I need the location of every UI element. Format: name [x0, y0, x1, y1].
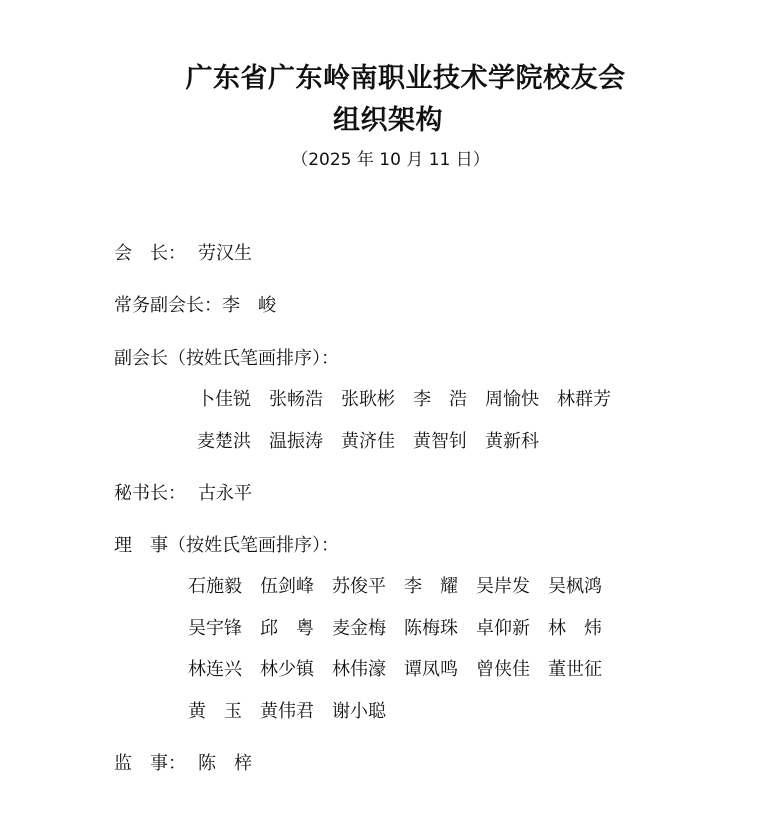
vice-president-name: 李 浩	[413, 389, 467, 410]
director-name: 林伟濠	[332, 659, 386, 680]
director-name: 李 耀	[404, 576, 458, 597]
director-name: 吴岸发	[476, 576, 530, 597]
director-name: 曾侠佳	[476, 659, 530, 680]
director-name: 陈梅珠	[404, 618, 458, 639]
secretary-general-name: 古永平	[198, 483, 252, 504]
directors-label: 理 事（按姓氏笔画排序）：	[114, 535, 339, 556]
vice-president-name: 温振涛	[269, 431, 323, 452]
directors-row-4	[188, 697, 404, 723]
director-name: 林 炜	[548, 618, 602, 639]
document-subtitle: 组织架构	[333, 105, 443, 136]
vice-president-name: 张畅浩	[269, 389, 323, 410]
vice-president-name: 林群芳	[557, 389, 611, 410]
supervisor-name: 陈 梓	[198, 753, 252, 774]
vice-presidents-row-2	[197, 427, 557, 453]
director-name: 石施毅	[188, 576, 242, 597]
director-name: 董世征	[548, 659, 602, 680]
vice-president-name: 黄智钊	[413, 431, 467, 452]
directors-row-2	[188, 614, 620, 640]
vice-president-name: 麦楚洪	[197, 431, 251, 452]
director-name: 苏俊平	[332, 576, 386, 597]
director-name: 谭凤鸣	[404, 659, 458, 680]
director-name: 吴枫鸿	[548, 576, 602, 597]
exec-vice-president-row	[114, 291, 276, 317]
vice-presidents-row-1	[197, 385, 629, 411]
president-row	[114, 239, 252, 265]
director-name: 卓仰新	[476, 618, 530, 639]
director-name: 黄 玉	[188, 701, 242, 722]
director-name: 黄伟君	[260, 701, 314, 722]
directors-row-1	[188, 572, 620, 598]
exec-vice-president-name: 李 峻	[222, 295, 276, 316]
director-name: 麦金梅	[332, 618, 386, 639]
president-name: 劳汉生	[198, 243, 252, 264]
supervisor-label: 监 事：	[114, 753, 186, 774]
supervisor-row	[114, 749, 252, 775]
vice-president-name: 张耿彬	[341, 389, 395, 410]
director-name: 林少镇	[260, 659, 314, 680]
president-label: 会 长：	[114, 243, 186, 264]
vice-president-name: 黄新科	[485, 431, 539, 452]
vice-president-name: 卜佳锐	[197, 389, 251, 410]
vice-president-name: 黄济佳	[341, 431, 395, 452]
director-name: 伍剑峰	[260, 576, 314, 597]
director-name: 吴宇锋	[188, 618, 242, 639]
director-name: 林连兴	[188, 659, 242, 680]
vice-presidents-label: 副会长（按姓氏笔画排序）：	[114, 348, 339, 369]
director-name: 谢小聪	[332, 701, 386, 722]
secretary-general-label: 秘书长：	[114, 483, 186, 504]
exec-vice-president-label: 常务副会长：	[114, 295, 222, 316]
vice-president-name: 周愉快	[485, 389, 539, 410]
director-name: 邱 粤	[260, 618, 314, 639]
directors-row-3	[188, 655, 620, 681]
document-date: （2025 年 10 月 11 日）	[291, 150, 490, 170]
secretary-general-row	[114, 479, 252, 505]
document-title: 广东省广东岭南职业技术学院校友会	[185, 63, 626, 94]
